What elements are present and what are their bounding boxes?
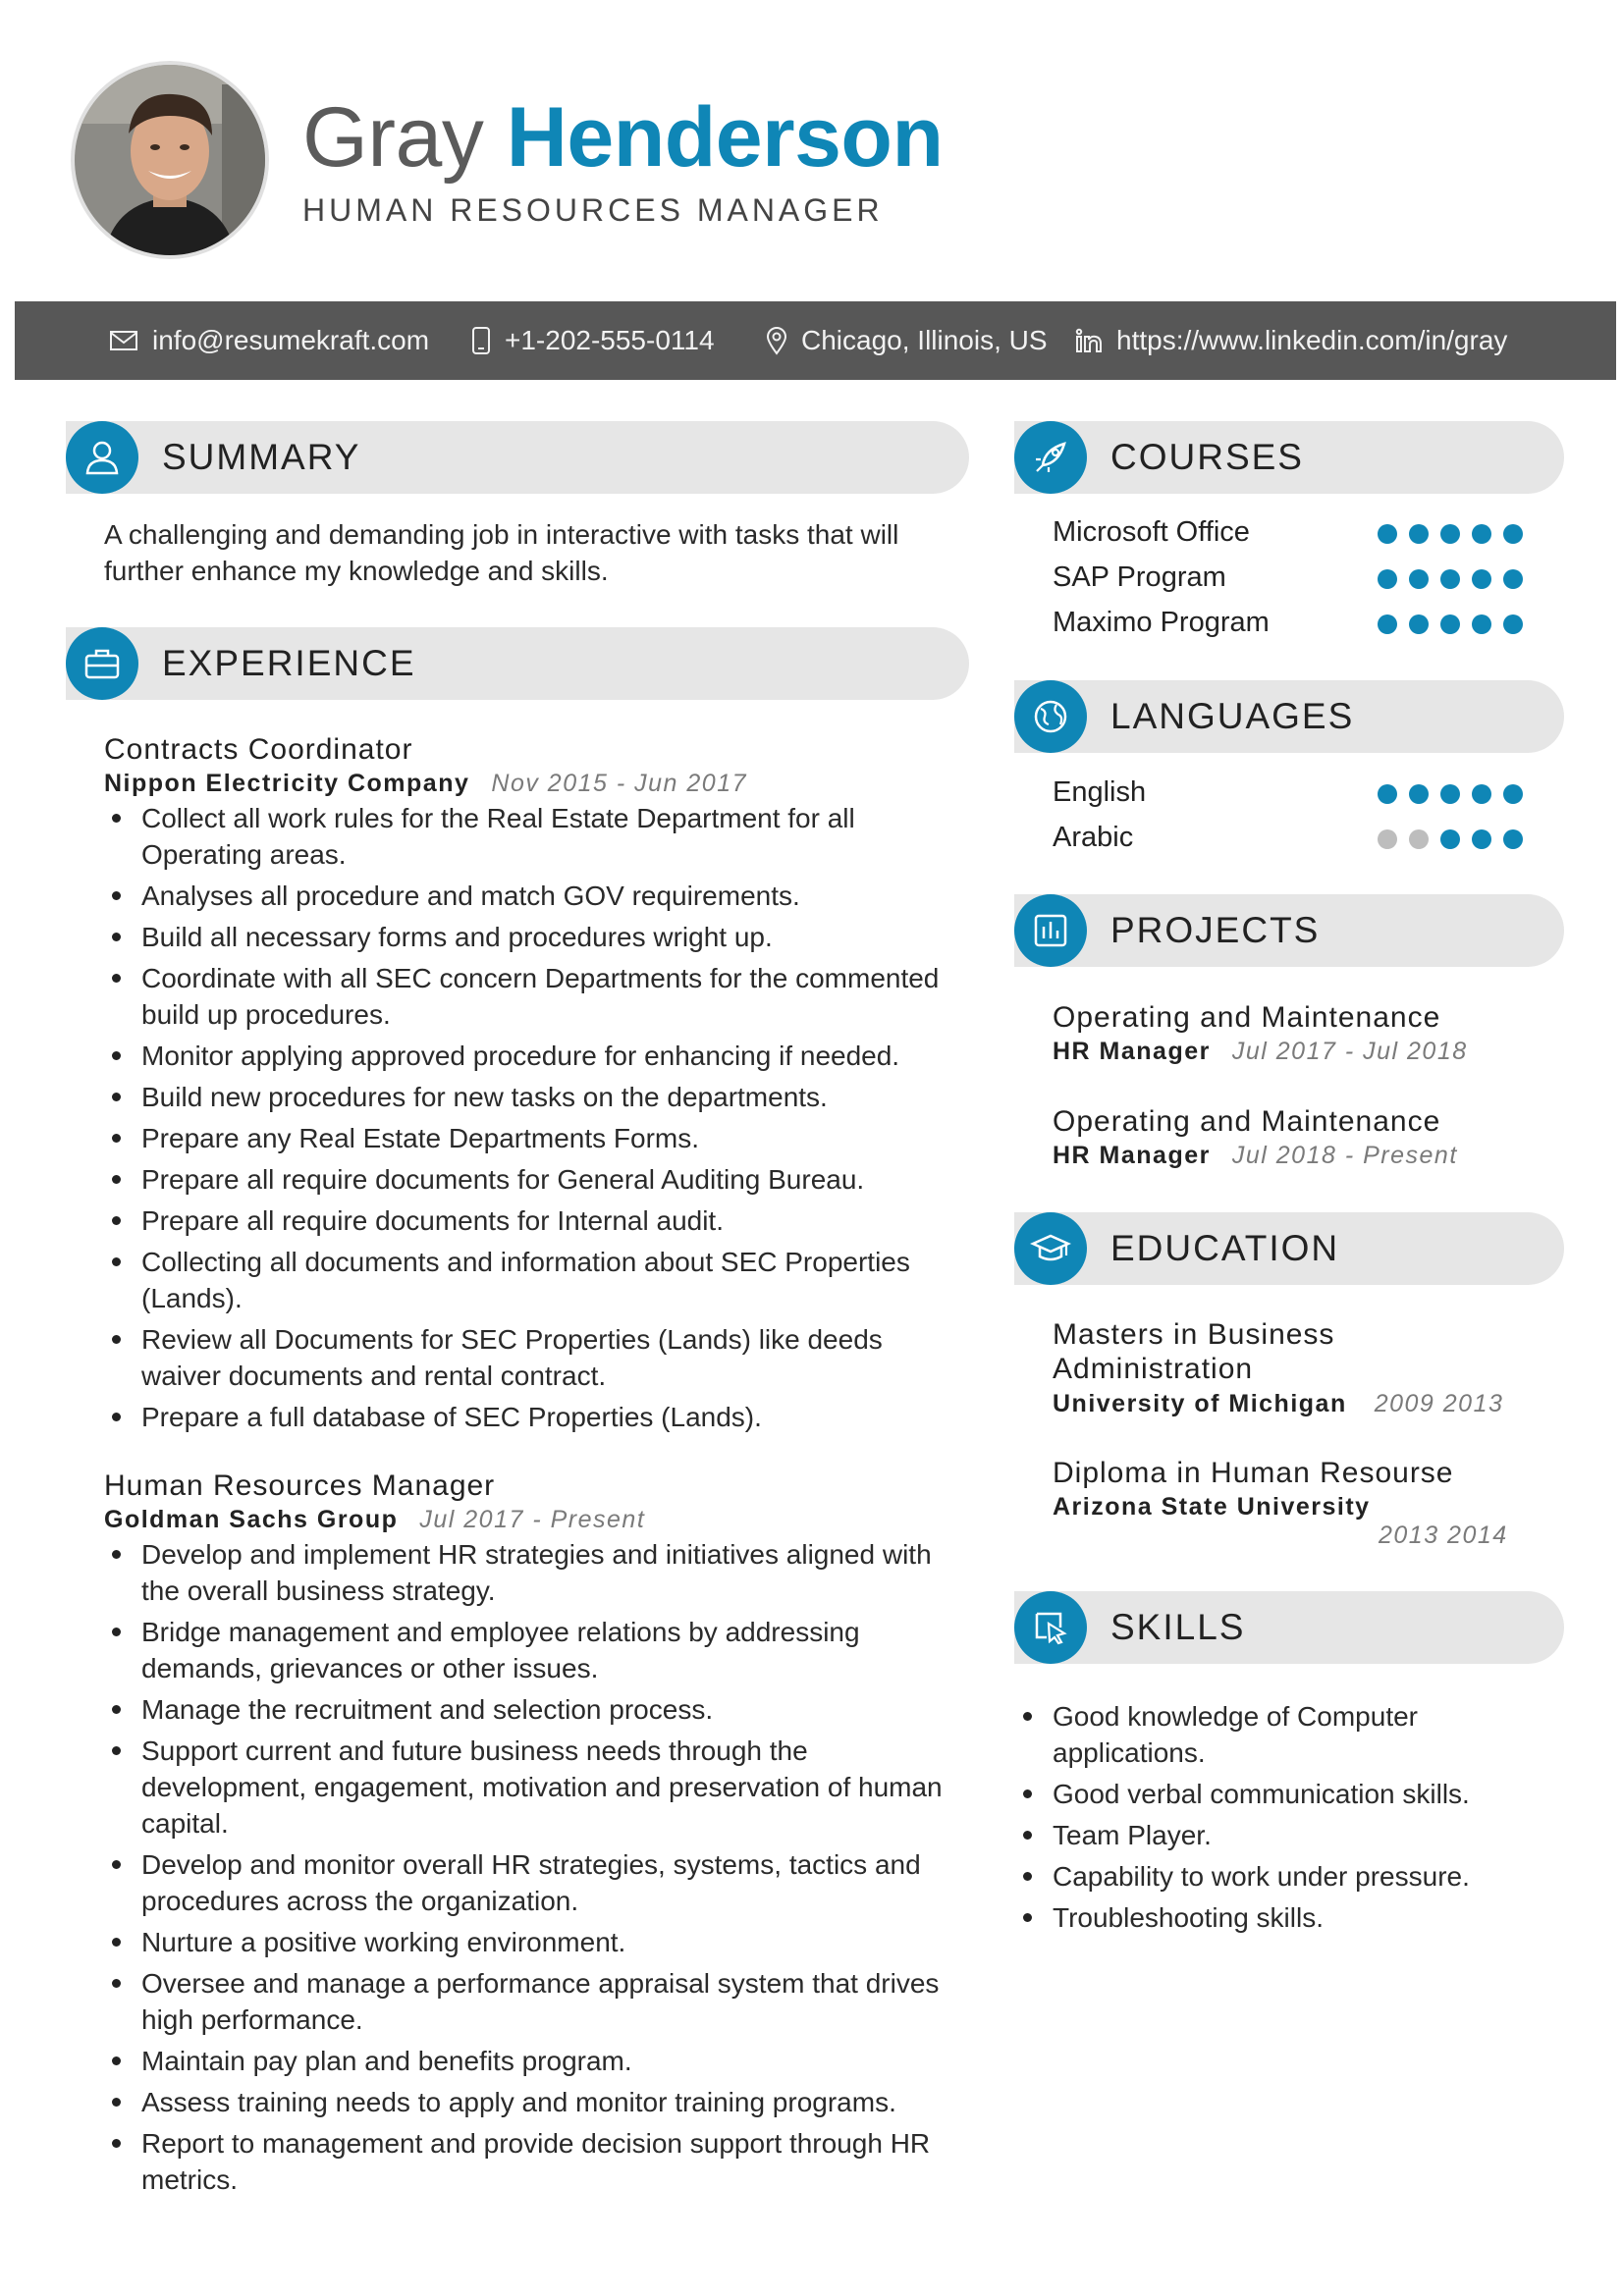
project-2-title: Operating and Maintenance — [1053, 1105, 1441, 1138]
education-1-degree-line-1: Masters in Business — [1053, 1318, 1335, 1351]
rating-dot-filled — [1409, 614, 1429, 634]
list-item: Prepare all require documents for General Auditing Bureau. — [104, 1161, 958, 1198]
job-1-company: Nippon Electricity Company — [104, 770, 470, 797]
education-2-degree: Diploma in Human Resourse — [1053, 1457, 1454, 1489]
list-item: Manage the recruitment and selection process. — [104, 1691, 958, 1728]
full-name — [302, 88, 943, 187]
rating-dot-filled — [1440, 569, 1460, 589]
list-item: Coordinate with all SEC concern Departments for the commented build up procedures. — [104, 960, 958, 1033]
list-item: Collect all work rules for the Real Estate Department for all Operating areas. — [104, 800, 958, 873]
cursor-click-icon — [1014, 1591, 1087, 1664]
project-1-role: HR Manager — [1053, 1038, 1211, 1065]
project-2-meta — [1053, 1142, 1458, 1170]
job-2-bullets — [104, 1536, 958, 2203]
job-2-company: Goldman Sachs Group — [104, 1506, 399, 1533]
course-2-name: SAP Program — [1053, 561, 1226, 593]
rating-dot-filled — [1440, 829, 1460, 849]
rating-dot-filled — [1440, 784, 1460, 804]
languages-section-header — [1014, 680, 1564, 753]
summary-section-header — [66, 421, 969, 494]
course-1-rating — [1378, 524, 1523, 544]
skills-heading: SKILLS — [1110, 1607, 1246, 1647]
project-1-title: Operating and Maintenance — [1053, 1001, 1441, 1034]
education-2-dates: 2013 2014 — [1379, 1522, 1508, 1549]
language-2-name: Arabic — [1053, 822, 1134, 853]
list-item: Oversee and manage a performance appraisal system that drives high performance. — [104, 1965, 958, 2038]
skills-list — [1015, 1698, 1516, 1941]
rating-dot-filled — [1378, 524, 1397, 544]
rating-dot-filled — [1503, 784, 1523, 804]
job-1-dates: Nov 2015 - Jun 2017 — [491, 770, 747, 797]
contact-email-text: info@resumekraft.com — [152, 325, 430, 355]
list-item: Analyses all procedure and match GOV requirements. — [104, 878, 958, 914]
rating-dot-filled — [1409, 524, 1429, 544]
education-1-degree-line-2: Administration — [1053, 1353, 1254, 1385]
summary-heading: SUMMARY — [162, 437, 361, 477]
list-item: Good verbal communication skills. — [1015, 1776, 1516, 1812]
graduation-cap-icon — [1014, 1212, 1087, 1285]
list-item: Bridge management and employee relations by addressing demands, grievances or other issues. — [104, 1614, 958, 1686]
project-1-dates: Jul 2017 - Jul 2018 — [1231, 1038, 1468, 1065]
rating-dot-filled — [1472, 524, 1491, 544]
linkedin-icon — [1075, 328, 1103, 353]
location-pin-icon — [766, 326, 787, 355]
rating-dot-filled — [1472, 614, 1491, 634]
job-1-meta — [104, 770, 747, 798]
languages-heading: LANGUAGES — [1110, 696, 1355, 736]
summary-line-1: A challenging and demanding job in interactive with tasks that will — [104, 519, 899, 550]
contact-linkedin-text: https://www.linkedin.com/in/gray — [1116, 325, 1508, 355]
rating-dot-filled — [1378, 784, 1397, 804]
phone-icon — [471, 326, 491, 355]
list-item: Good knowledge of Computer applications. — [1015, 1698, 1516, 1771]
briefcase-icon — [66, 627, 138, 700]
job-title: HUMAN RESOURCES MANAGER — [302, 192, 884, 228]
job-1-role: Contracts Coordinator — [104, 733, 413, 766]
rating-dot-filled — [1503, 569, 1523, 589]
education-2-school: Arizona State University — [1053, 1493, 1371, 1521]
list-item: Prepare a full database of SEC Properties (Lands). — [104, 1399, 958, 1435]
list-item: Monitor applying approved procedure for enhancing if needed. — [104, 1038, 958, 1074]
experience-section-header — [66, 627, 969, 700]
globe-icon — [1014, 680, 1087, 753]
rating-dot-filled — [1378, 614, 1397, 634]
contact-location — [766, 301, 1048, 380]
project-2-dates: Jul 2018 - Present — [1231, 1142, 1458, 1169]
education-1-dates: 2009 2013 — [1374, 1390, 1504, 1417]
rating-dot-empty — [1378, 829, 1397, 849]
rating-dot-filled — [1440, 614, 1460, 634]
rating-dot-filled — [1378, 569, 1397, 589]
rating-dot-filled — [1503, 829, 1523, 849]
course-3-name: Maximo Program — [1053, 607, 1270, 638]
contact-phone[interactable] — [471, 301, 715, 380]
job-2-role: Human Resources Manager — [104, 1469, 496, 1502]
courses-section-header — [1014, 421, 1564, 494]
projects-section-header — [1014, 894, 1564, 967]
user-icon — [66, 421, 138, 494]
list-item: Nurture a positive working environment. — [104, 1924, 958, 1960]
list-item: Review all Documents for SEC Properties (Lands) like deeds waiver documents and rental contract. — [104, 1321, 958, 1394]
list-item: Assess training needs to apply and monitor training programs. — [104, 2084, 958, 2120]
project-1-meta — [1053, 1038, 1468, 1066]
list-item: Develop and monitor overall HR strategies, systems, tactics and procedures across the organization. — [104, 1846, 958, 1919]
course-2-rating — [1378, 569, 1523, 589]
rating-dot-filled — [1472, 784, 1491, 804]
bar-chart-icon — [1014, 894, 1087, 967]
education-section-header — [1014, 1212, 1564, 1285]
skills-section-header — [1014, 1591, 1564, 1664]
courses-heading: COURSES — [1110, 437, 1304, 477]
contact-linkedin[interactable] — [1075, 301, 1507, 380]
list-item: Capability to work under pressure. — [1015, 1858, 1516, 1895]
list-item: Team Player. — [1015, 1817, 1516, 1853]
list-item: Prepare all require documents for Internal audit. — [104, 1202, 958, 1239]
last-name: Henderson — [506, 90, 944, 185]
list-item: Maintain pay plan and benefits program. — [104, 2043, 958, 2079]
rating-dot-filled — [1472, 569, 1491, 589]
job-1-bullets — [104, 800, 958, 1440]
list-item: Collecting all documents and information about SEC Properties (Lands). — [104, 1244, 958, 1316]
summary-text — [104, 516, 968, 589]
course-3-rating — [1378, 614, 1523, 634]
course-1-name: Microsoft Office — [1053, 516, 1250, 548]
list-item: Build new procedures for new tasks on the departments. — [104, 1079, 958, 1115]
list-item: Develop and implement HR strategies and initiatives aligned with the overall business strategy. — [104, 1536, 958, 1609]
rating-dot-filled — [1503, 614, 1523, 634]
education-1-degree — [1053, 1317, 1334, 1386]
experience-heading: EXPERIENCE — [162, 643, 416, 683]
language-1-rating — [1378, 784, 1523, 804]
job-2-dates: Jul 2017 - Present — [419, 1506, 646, 1533]
education-heading: EDUCATION — [1110, 1228, 1340, 1268]
rating-dot-filled — [1440, 524, 1460, 544]
mail-icon — [109, 330, 138, 351]
education-1-meta — [1053, 1390, 1503, 1418]
list-item: Support current and future business needs through the development, engagement, motivation and preservation of human capital. — [104, 1733, 958, 1842]
profile-photo — [71, 61, 269, 259]
job-2-meta — [104, 1506, 645, 1534]
language-2-rating — [1378, 829, 1523, 849]
rocket-icon — [1014, 421, 1087, 494]
project-2-role: HR Manager — [1053, 1142, 1211, 1169]
list-item: Troubleshooting skills. — [1015, 1899, 1516, 1936]
rating-dot-filled — [1409, 569, 1429, 589]
rating-dot-empty — [1409, 829, 1429, 849]
rating-dot-filled — [1472, 829, 1491, 849]
list-item: Build all necessary forms and procedures wright up. — [104, 919, 958, 955]
education-1-school: University of Michigan — [1053, 1390, 1347, 1417]
summary-line-2: further enhance my knowledge and skills. — [104, 556, 609, 586]
language-1-name: English — [1053, 776, 1147, 808]
first-name: Gray — [302, 90, 484, 185]
contact-email[interactable] — [109, 301, 429, 380]
rating-dot-filled — [1503, 524, 1523, 544]
rating-dot-filled — [1409, 784, 1429, 804]
contact-location-text: Chicago, Illinois, US — [801, 325, 1048, 355]
education-2-school-line — [1053, 1493, 1371, 1522]
list-item: Report to management and provide decision support through HR metrics. — [104, 2125, 958, 2198]
contact-bar — [15, 301, 1616, 380]
projects-heading: PROJECTS — [1110, 910, 1321, 950]
contact-phone-text: +1-202-555-0114 — [505, 325, 715, 355]
list-item: Prepare any Real Estate Departments Forms. — [104, 1120, 958, 1156]
